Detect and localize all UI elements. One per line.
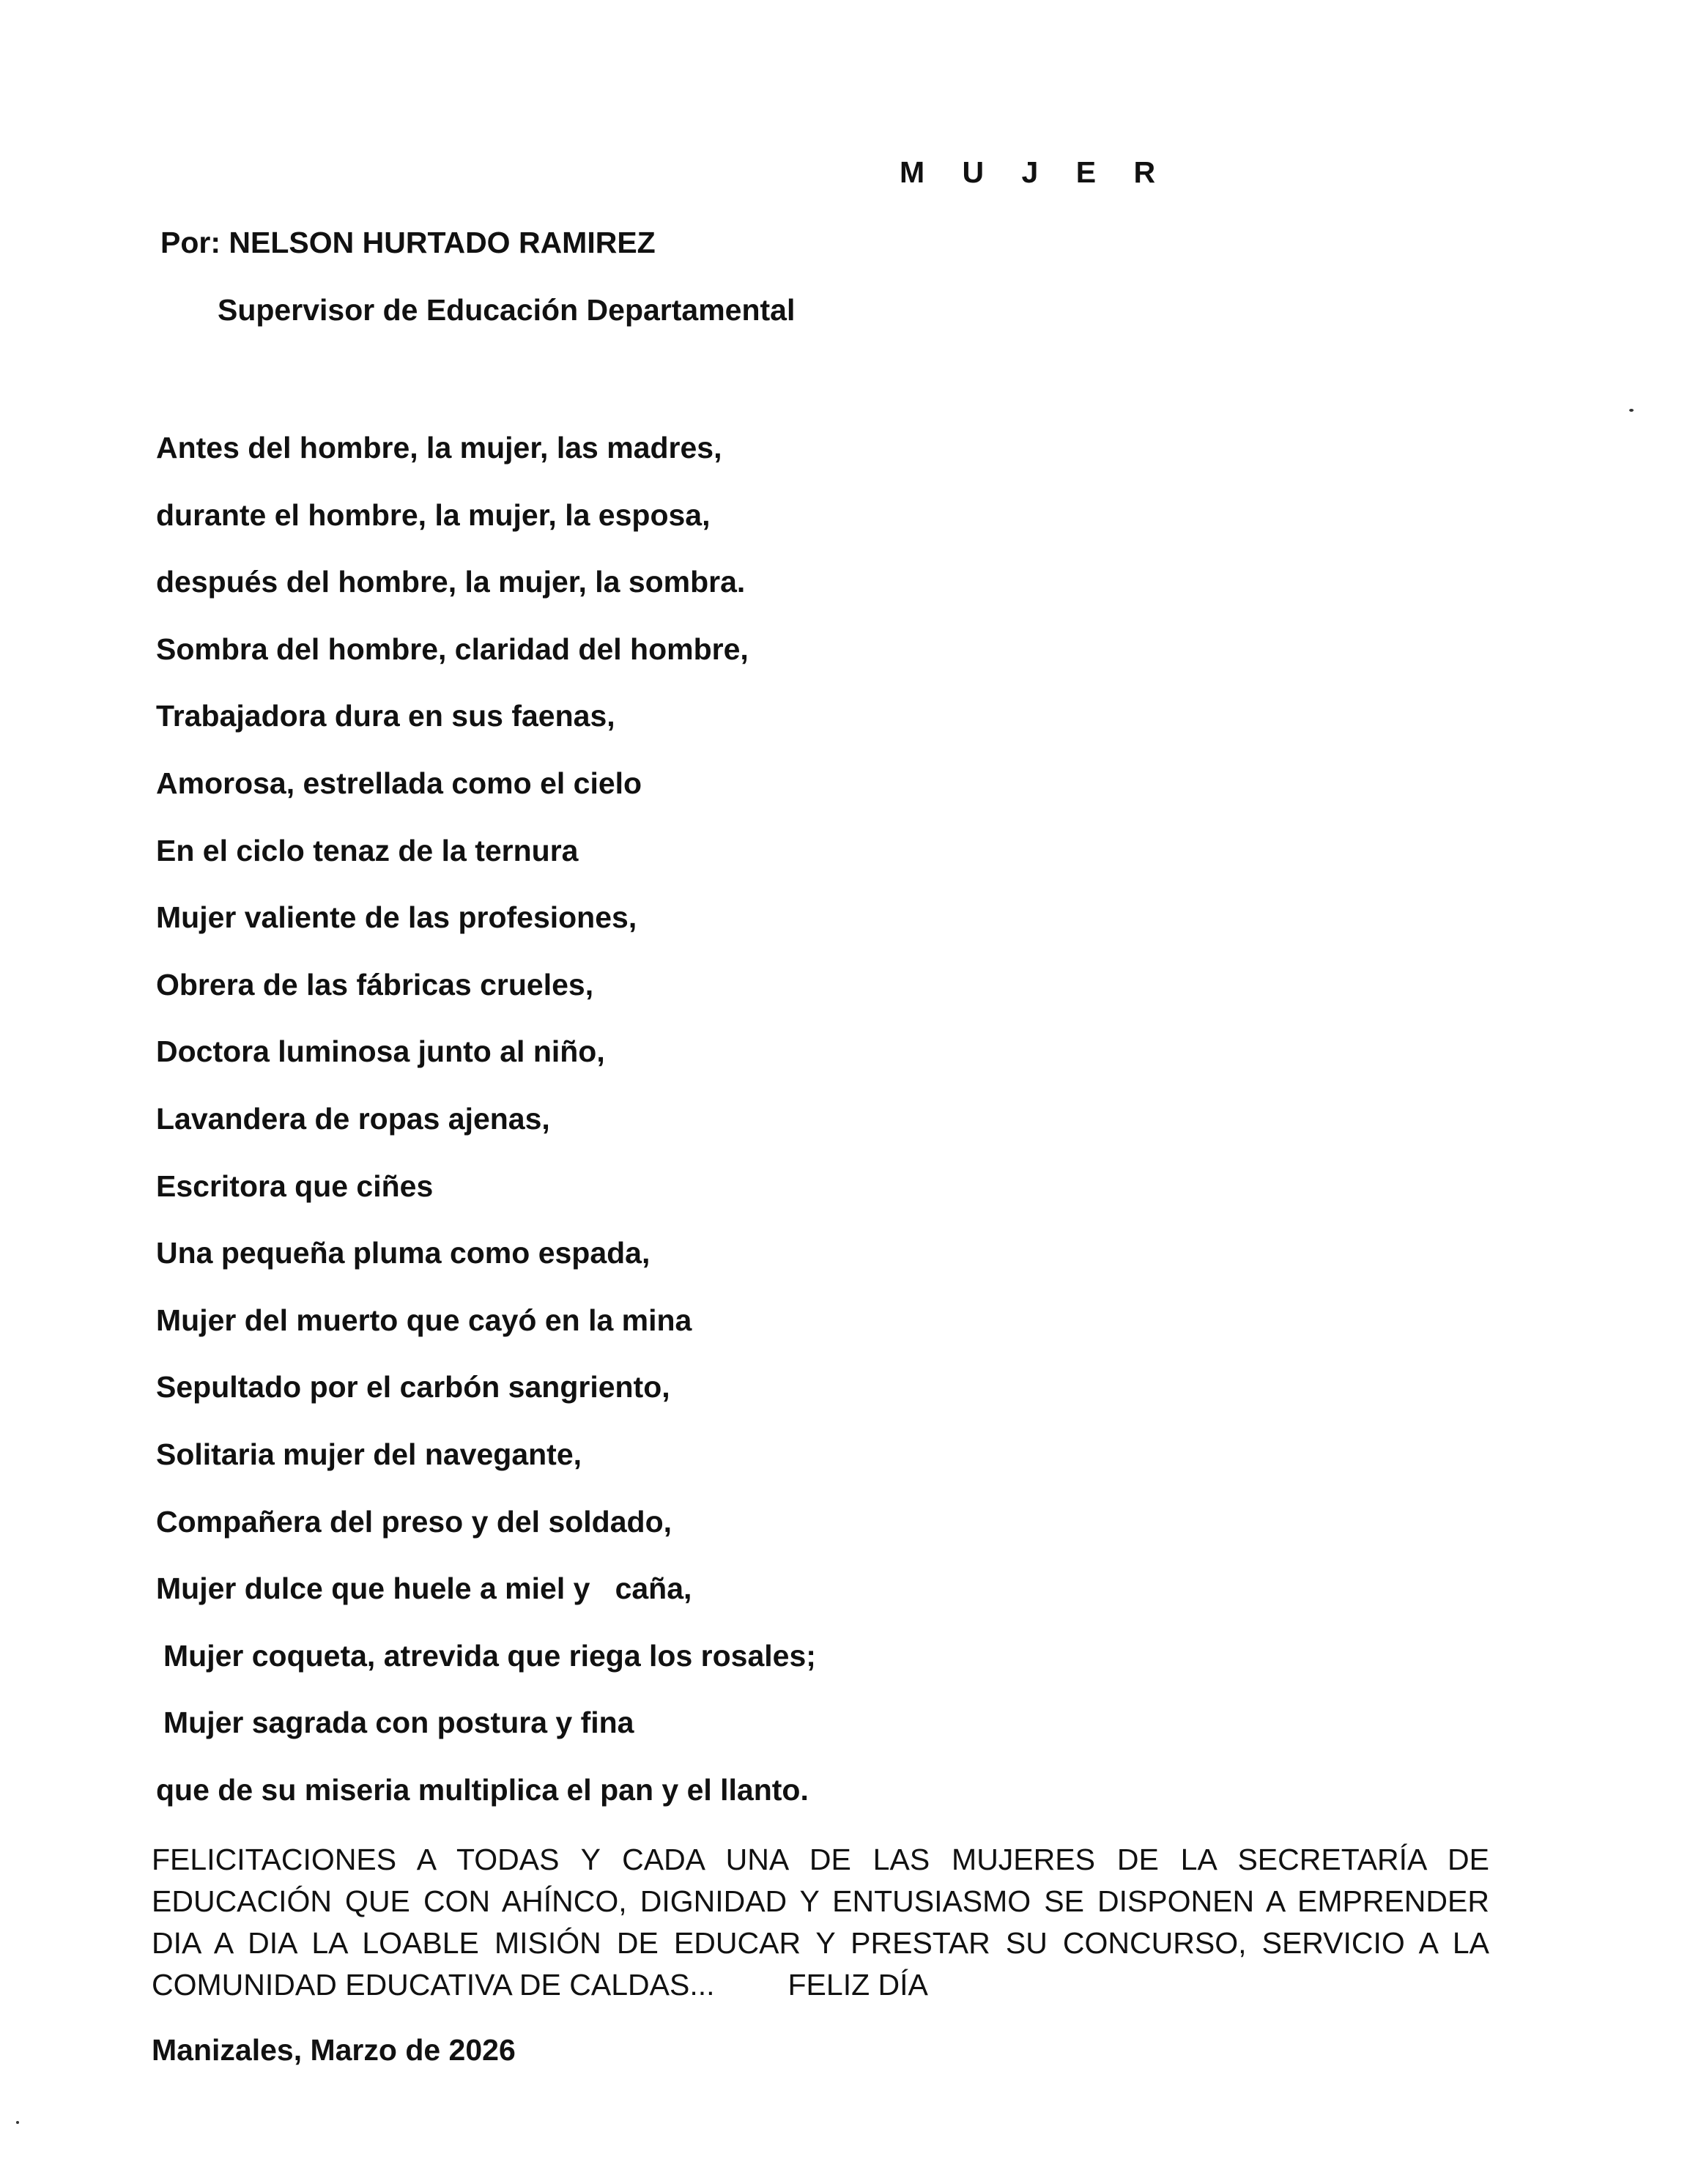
scan-speck [16,2121,19,2124]
greeting-paragraph [152,1839,1489,2006]
poem-line: Mujer valiente de las profesiones, [156,900,637,935]
poem-line: Amorosa, estrellada como el cielo [156,766,642,800]
poem-line: después del hombre, la mujer, la sombra. [156,565,746,599]
poem-line: Sepultado por el carbón sangriento, [156,1370,670,1404]
poem-line: Antes del hombre, la mujer, las madres, [156,431,722,464]
poem-line: Mujer sagrada con postura y fina [163,1706,634,1740]
poem-line: En el ciclo tenaz de la ternura [156,833,579,867]
greeting-closing: FELIZ DÍA [787,1968,928,2002]
poem-line: Trabajadora dura en sus faenas, [156,699,615,733]
poem-line: Compañera del preso y del soldado, [156,1504,672,1539]
greeting-text: FELICITACIONES A TODAS Y CADA UNA DE LAS MUJERES DE LA SECRETARÍA DE EDUCACIÓN QUE CON AHÍNCO, DIGNIDAD Y ENTUSIASMO SE DISPONEN A EMPRENDER DIA A DIA LA LOABLE MISIÓN DE EDUCAR Y PRESTAR SU CONCURSO, SERVICIO A LA COMUNIDAD EDUCATIVA DE CALDAS... [152,1843,1489,2002]
poem-line: durante el hombre, la mujer, la esposa, [156,497,711,532]
poem-line: Mujer coqueta, atrevida que riega los rosales; [163,1638,816,1673]
poem-title: M U J E R [900,155,1157,189]
poem-line: Mujer del muerto que cayó en la mina [156,1303,692,1337]
poem-line: Mujer dulce que huele a miel y caña, [156,1572,692,1606]
poem-line: que de su miseria multiplica el pan y el llanto. [156,1772,809,1807]
poem-line: Sombra del hombre, claridad del hombre, [156,632,749,666]
poem-body [156,429,816,1838]
poem-line: Escritora que ciñes [156,1169,434,1203]
scan-speck [1629,409,1634,412]
poem-line: Solitaria mujer del navegante, [156,1437,582,1471]
poem-line: Lavandera de ropas ajenas, [156,1101,550,1136]
author-line: Por: NELSON HURTADO RAMIREZ [160,226,656,259]
author-role: Supervisor de Educación Departamental [218,293,796,327]
poem-line: Una pequeña pluma como espada, [156,1236,651,1270]
place-date: Manizales, Marzo de 2026 [152,2033,516,2067]
poem-line: Doctora luminosa junto al niño, [156,1034,605,1069]
poem-line: Obrera de las fábricas crueles, [156,967,594,1002]
